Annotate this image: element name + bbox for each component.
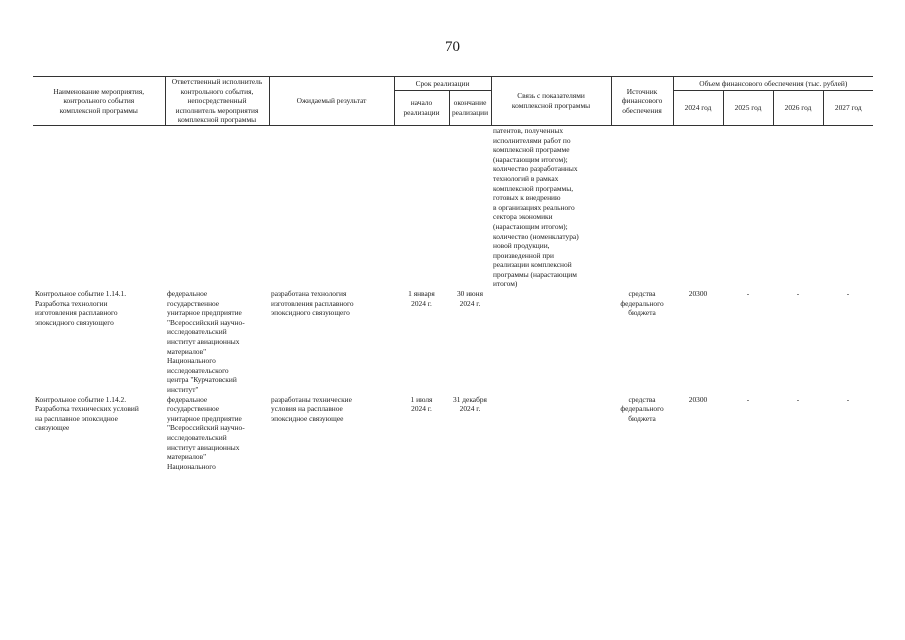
row-responsible: федеральное государственное унитарное предприятие "Всероссийский научно- исследовательский институт авиационных материалов" Национального [167, 394, 245, 471]
header-year-2026: 2026 год [773, 90, 823, 125]
header-start: начало реализации [394, 90, 449, 125]
header-volume: Объем финансового обеспечения (тыс. рублей) [673, 77, 873, 91]
row-value-2024: 20300 [688, 289, 708, 299]
header-end: окончание реализации [449, 90, 491, 125]
header-source: Источник финансового обеспечения [611, 77, 673, 126]
row-responsible: федеральное государственное унитарное предприятие "Всероссийский научно- исследовательский институт авиационных материалов" Национального исследовательского центра "Курчатовский институт" [167, 289, 245, 394]
row-source: средства федерального бюджета [620, 289, 664, 318]
row-value-2025: - [746, 289, 750, 299]
row-value-2025: - [746, 394, 750, 404]
row-value-2026: - [796, 289, 800, 299]
row-source: средства федерального бюджета [620, 394, 664, 423]
row-result: разработана технология изготовления расплавного эпоксидного связующего [271, 289, 354, 318]
continuation-row [33, 125, 873, 289]
header-link: Связь с показателями комплексной программы [491, 77, 611, 126]
row-value-2026: - [796, 394, 800, 404]
table-row [33, 289, 873, 395]
header-year-2027: 2027 год [823, 90, 873, 125]
row-end: 31 декабря 2024 г. [453, 394, 487, 414]
row-value-2027: - [846, 289, 850, 299]
row-name: Контрольное событие 1.14.2. Разработка технических условий на расплавное эпоксидное связующее [35, 394, 139, 433]
header-year-2025: 2025 год [723, 90, 773, 125]
row-name: Контрольное событие 1.14.1. Разработка технологии изготовления расплавного эпоксидного связующего [35, 289, 127, 327]
header-period: Срок реализации [394, 77, 491, 91]
header-result: Ожидаемый результат [269, 77, 394, 126]
header-responsible: Ответственный исполнитель контрольного события, непосредственный исполнитель мероприятия комплексной программы [165, 77, 269, 126]
row-result: разработаны технические условия на расплавное эпоксидное связующее [271, 394, 352, 423]
table-row [33, 395, 873, 472]
row-value-2027: - [846, 394, 850, 404]
program-table [33, 76, 873, 471]
header-name: Наименование мероприятия, контрольного события комплексной программы [33, 77, 165, 126]
row-value-2024: 20300 [688, 394, 708, 404]
page-number: 70 [445, 39, 460, 55]
row-link [491, 395, 611, 472]
row-end: 30 июня 2024 г. [456, 289, 484, 308]
row-start: 1 июля 2024 г. [410, 394, 433, 414]
row-start: 1 января 2024 г. [408, 289, 435, 308]
header-year-2024: 2024 год [673, 90, 723, 125]
row-link [491, 289, 611, 395]
continuation-link-text: патентов, полученных исполнителями работ по комплексной программе (нарастающим итогом); количество разработанных технологий в рамках комплексной программы, готовых к внедрению в организациях реального сектора экономики (нарастающим итогом); количество (номенклатура) новой продукции, произведенной при реализации комплексной программы (нарастающим итогом) [493, 125, 579, 289]
